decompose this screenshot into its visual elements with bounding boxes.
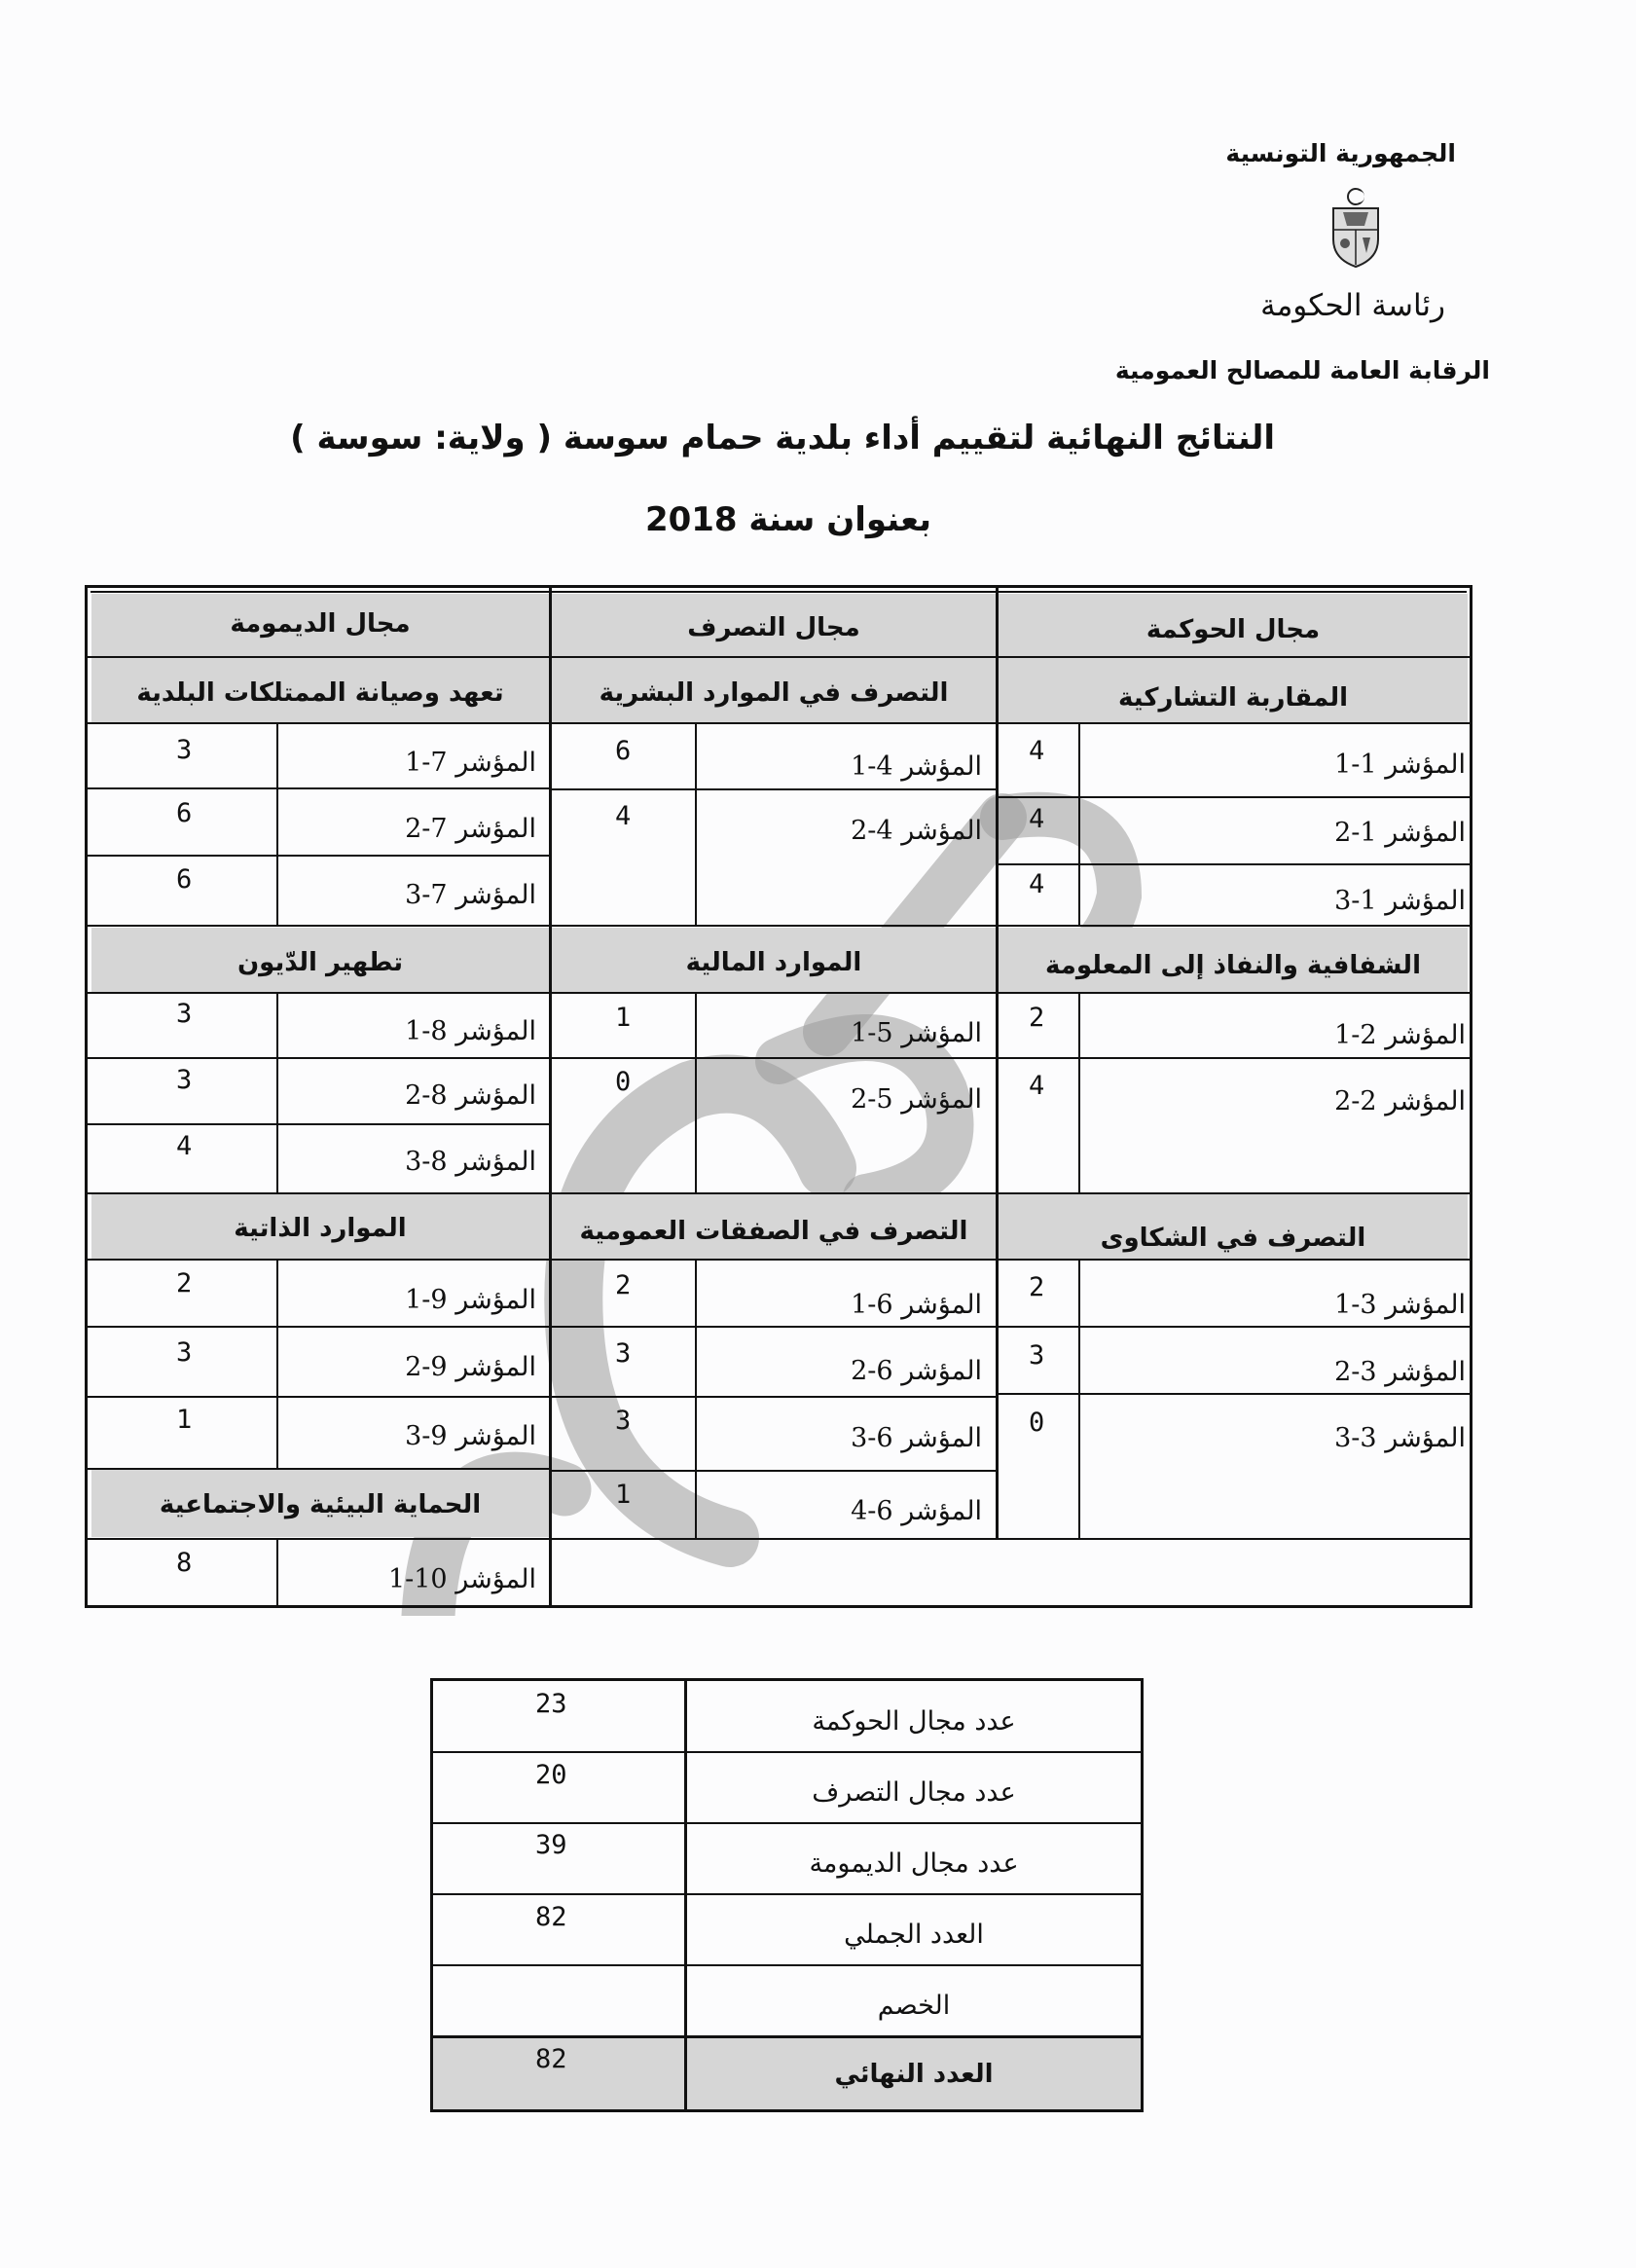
indicator-5-2-score: 0 — [615, 1067, 632, 1097]
indicator-3-3-score: 0 — [1029, 1408, 1045, 1438]
summary-final-value: 82 — [535, 2044, 567, 2074]
summary-total-value: 82 — [535, 1902, 567, 1932]
summary-total-label: العدد الجملي — [844, 1920, 984, 1950]
indicator-7-1-score: 3 — [176, 735, 193, 765]
section-header-debt-clearing: تطهير الدّيون — [236, 948, 404, 977]
domain-header-governance: مجال الحوكمة — [1145, 615, 1321, 644]
indicator-3-2-label: المؤشر 3-2 — [1334, 1357, 1466, 1387]
page-title: النتائج النهائية لتقييم أداء بلدية حمام سوسة ( ولاية: سوسة ) — [290, 419, 1275, 457]
summary-management-value: 20 — [535, 1760, 567, 1790]
indicator-10-1-label: المؤشر 10-1 — [387, 1564, 536, 1594]
summary-deduction-label: الخصم — [877, 1991, 951, 2021]
section-header-human-resources: التصرف في الموارد البشرية — [599, 678, 949, 708]
presidency-heading: رئاسة الحكومة — [1260, 288, 1445, 323]
indicator-8-3-score: 4 — [176, 1131, 193, 1161]
indicator-1-1-score: 4 — [1029, 736, 1045, 766]
indicator-6-2-score: 3 — [615, 1338, 632, 1369]
indicator-6-2-label: المؤشر 6-2 — [851, 1356, 982, 1386]
indicator-8-1-label: المؤشر 8-1 — [405, 1016, 536, 1046]
indicator-6-1-label: المؤشر 6-1 — [851, 1290, 982, 1320]
indicator-2-2-score: 4 — [1029, 1071, 1045, 1101]
indicator-2-2-label: المؤشر 2-2 — [1334, 1086, 1466, 1116]
section-header-transparency: الشفافية والنفاذ إلى المعلومة — [1045, 951, 1421, 980]
indicator-7-3-score: 6 — [176, 864, 193, 895]
indicator-6-3-label: المؤشر 6-3 — [851, 1423, 982, 1453]
indicator-6-4-label: المؤشر 6-4 — [851, 1496, 982, 1526]
indicator-2-1-label: المؤشر 2-1 — [1334, 1020, 1466, 1050]
domain-header-management: مجال التصرف — [687, 613, 860, 642]
page-subtitle: بعنوان سنة 2018 — [644, 500, 932, 539]
domain-header-sustainability: مجال الديمومة — [230, 609, 411, 639]
indicator-9-2-score: 3 — [176, 1337, 193, 1368]
section-header-complaints: التصرف في الشكاوى — [1100, 1224, 1366, 1253]
indicator-1-3-score: 4 — [1029, 869, 1045, 899]
indicator-3-1-label: المؤشر 3-1 — [1334, 1290, 1466, 1320]
indicator-2-1-score: 2 — [1029, 1003, 1045, 1033]
indicator-9-3-label: المؤشر 9-3 — [405, 1421, 536, 1451]
indicator-6-4-score: 1 — [615, 1480, 632, 1510]
indicator-3-1-score: 2 — [1029, 1272, 1045, 1302]
indicator-1-2-score: 4 — [1029, 804, 1045, 834]
indicator-1-3-label: المؤشر 1-3 — [1334, 886, 1466, 916]
summary-governance-value: 23 — [535, 1689, 567, 1719]
indicator-8-2-score: 3 — [176, 1065, 193, 1095]
indicator-3-3-label: المؤشر 3-3 — [1334, 1423, 1466, 1453]
summary-final-label: العدد النهائي — [834, 2060, 994, 2089]
authority-heading: الرقابة العامة للمصالح العمومية — [1114, 356, 1490, 384]
summary-sustainability-value: 39 — [535, 1830, 567, 1860]
evaluation-table — [85, 585, 1472, 1608]
indicator-7-2-label: المؤشر 7-2 — [405, 814, 536, 844]
section-header-participatory: المقاربة التشاركية — [1117, 683, 1349, 713]
indicator-9-1-score: 2 — [176, 1268, 193, 1299]
summary-sustainability-label: عدد مجال الديمومة — [809, 1848, 1019, 1879]
section-header-own-resources: الموارد الذاتية — [234, 1214, 407, 1243]
indicator-7-1-label: المؤشر 7-1 — [405, 748, 536, 778]
indicator-9-2-label: المؤشر 9-2 — [405, 1352, 536, 1382]
indicator-1-1-label: المؤشر 1-1 — [1334, 750, 1466, 780]
section-header-financial-resources: الموارد المالية — [685, 948, 862, 977]
summary-management-label: عدد مجال التصرف — [812, 1777, 1016, 1808]
indicator-9-3-score: 1 — [176, 1405, 193, 1435]
indicator-3-2-score: 3 — [1029, 1340, 1045, 1371]
indicator-7-2-score: 6 — [176, 798, 193, 828]
section-header-environmental-protection: الحماية البيئية والاجتماعية — [159, 1490, 482, 1519]
tunisia-coat-of-arms-icon — [1326, 183, 1386, 269]
indicator-10-1-score: 8 — [176, 1548, 193, 1578]
indicator-6-1-score: 2 — [615, 1270, 632, 1300]
section-header-public-procurement: التصرف في الصفقات العمومية — [579, 1217, 968, 1246]
indicator-6-3-score: 3 — [615, 1406, 632, 1436]
indicator-1-2-label: المؤشر 1-2 — [1334, 818, 1466, 848]
indicator-5-1-score: 1 — [615, 1003, 632, 1033]
section-header-property-maintenance: تعهد وصيانة الممتلكات البلدية — [136, 678, 504, 708]
indicator-5-1-label: المؤشر 5-1 — [851, 1018, 982, 1048]
summary-governance-label: عدد مجال الحوكمة — [812, 1706, 1016, 1737]
indicator-4-2-label: المؤشر 4-2 — [851, 816, 982, 846]
indicator-8-2-label: المؤشر 8-2 — [405, 1080, 536, 1111]
indicator-5-2-label: المؤشر 5-2 — [851, 1084, 982, 1115]
indicator-8-1-score: 3 — [176, 999, 193, 1029]
indicator-4-2-score: 4 — [615, 801, 632, 831]
indicator-4-1-label: المؤشر 4-1 — [851, 751, 982, 782]
indicator-4-1-score: 6 — [615, 736, 632, 766]
indicator-9-1-label: المؤشر 9-1 — [405, 1285, 536, 1315]
indicator-8-3-label: المؤشر 8-3 — [405, 1147, 536, 1177]
indicator-7-3-label: المؤشر 7-3 — [405, 880, 536, 910]
republic-heading: الجمهورية التونسية — [1225, 139, 1456, 167]
